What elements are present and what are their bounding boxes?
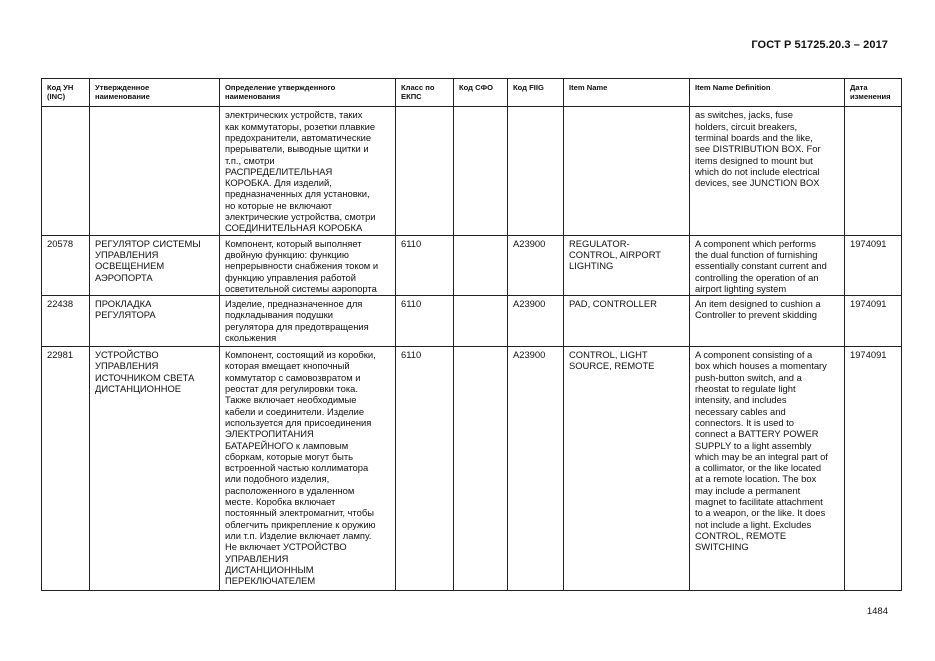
cell-sfo-code	[454, 235, 508, 295]
catalog-table	[41, 78, 902, 591]
cell-fiig-code	[508, 107, 564, 235]
cell-item-name-definition: A component consisting of a box which houses a momentary push-button switch, and a rheostat to regulate light intensity, and includes necessary cables and connectors. It is used to connect a BATTERY POWER SUPPLY to a light assembly which may be an integral part of a collimator, or the like located at a remote location. The box may include a permanent magnet to facilitate attachment to a weapon, or the like. It does not include a light. Excludes CONTROL, REMOTE SWITCHING	[690, 347, 845, 591]
table-row	[42, 235, 902, 295]
page-number: 1484	[866, 606, 888, 617]
cell-fiig-code: A23900	[508, 347, 564, 591]
cell-change-date	[845, 107, 902, 235]
cell-item-name: PAD, CONTROLLER	[564, 296, 690, 347]
header-ekps-class: Класс по ЕКПС	[396, 79, 454, 107]
table-header-row	[42, 79, 902, 107]
cell-sfo-code	[454, 107, 508, 235]
header-sfo-code: Код СФО	[454, 79, 508, 107]
cell-definition: Изделие, предназначенное для подкладывания подушки регулятора для предотвращения скольжения	[220, 296, 396, 347]
cell-fiig-code: A23900	[508, 296, 564, 347]
cell-change-date: 1974091	[845, 296, 902, 347]
cell-item-name	[564, 107, 690, 235]
header-item-name: Item Name	[564, 79, 690, 107]
cell-item-name-definition: An item designed to cushion a Controller to prevent skidding	[690, 296, 845, 347]
cell-ekps-class: 6110	[396, 347, 454, 591]
header-change-date: Дата изменения	[845, 79, 902, 107]
cell-inc: 22981	[42, 347, 90, 591]
cell-inc: 22438	[42, 296, 90, 347]
cell-inc	[42, 107, 90, 235]
cell-definition: Компонент, который выполняет двойную функцию: функцию непрерывности снабжения током и функцию управления работой осветительной системы аэропорта	[220, 235, 396, 295]
header-definition: Определение утвержденного наименования	[220, 79, 396, 107]
document-code: ГОСТ Р 51725.20.3 – 2017	[751, 39, 888, 51]
cell-ekps-class	[396, 107, 454, 235]
cell-inc: 20578	[42, 235, 90, 295]
header-inc: Код УН (INC)	[42, 79, 90, 107]
cell-approved-name	[90, 107, 220, 235]
table-row	[42, 296, 902, 347]
cell-definition: Компонент, состоящий из коробки, которая вмещает кнопочный коммутатор с самовозвратом и реостат для регулировки тока. Также включает необходимые кабели и соединители. Изделие используется для присоединения ЭЛЕКТРОПИТАНИЯ БАТАРЕЙНОГО к ламповым сборкам, которые могут быть встроенной частью коллиматора или подобного изделия, расположенного в удаленном месте. Коробка включает постоянный электромагнит, чтобы облегчить прикрепление к оружию или т.п. Изделие включает лампу. Не включает УСТРОЙСТВО УПРАВЛЕНИЯ ДИСТАНЦИОННЫМ ПЕРЕКЛЮЧАТЕЛЕМ	[220, 347, 396, 591]
cell-item-name-definition: as switches, jacks, fuse holders, circuit breakers, terminal boards and the like, see DISTRIBUTION BOX. For items designed to mount but which do not include electrical devices, see JUNCTION BOX	[690, 107, 845, 235]
table-row	[42, 107, 902, 235]
table-row	[42, 347, 902, 591]
header-approved-name: Утвержденное наименование	[90, 79, 220, 107]
cell-approved-name: РЕГУЛЯТОР СИСТЕМЫ УПРАВЛЕНИЯ ОСВЕЩЕНИЕМ АЭРОПОРТА	[90, 235, 220, 295]
cell-item-name: CONTROL, LIGHT SOURCE, REMOTE	[564, 347, 690, 591]
cell-sfo-code	[454, 296, 508, 347]
cell-change-date: 1974091	[845, 347, 902, 591]
cell-item-name-definition: A component which performs the dual function of furnishing essentially constant current and controlling the operation of an airport lighting system	[690, 235, 845, 295]
header-item-name-definition: Item Name Definition	[690, 79, 845, 107]
cell-item-name: REGULATOR- CONTROL, AIRPORT LIGHTING	[564, 235, 690, 295]
cell-definition: электрических устройств, таких как коммутаторы, розетки плавкие предохранители, автоматические прерыватели, выводные щитки и т.п., смотри РАСПРЕДЕЛИТЕЛЬНАЯ КОРОБКА. Для изделий, предназначенных для установки, но которые не включают электрические устройства, смотри СОЕДИНИТЕЛЬНАЯ КОРОБКА	[220, 107, 396, 235]
cell-change-date: 1974091	[845, 235, 902, 295]
cell-ekps-class: 6110	[396, 296, 454, 347]
cell-sfo-code	[454, 347, 508, 591]
cell-fiig-code: A23900	[508, 235, 564, 295]
cell-approved-name: ПРОКЛАДКА РЕГУЛЯТОРА	[90, 296, 220, 347]
cell-ekps-class: 6110	[396, 235, 454, 295]
header-fiig-code: Код FIIG	[508, 79, 564, 107]
cell-approved-name: УСТРОЙСТВО УПРАВЛЕНИЯ ИСТОЧНИКОМ СВЕТА ДИСТАНЦИОННОЕ	[90, 347, 220, 591]
